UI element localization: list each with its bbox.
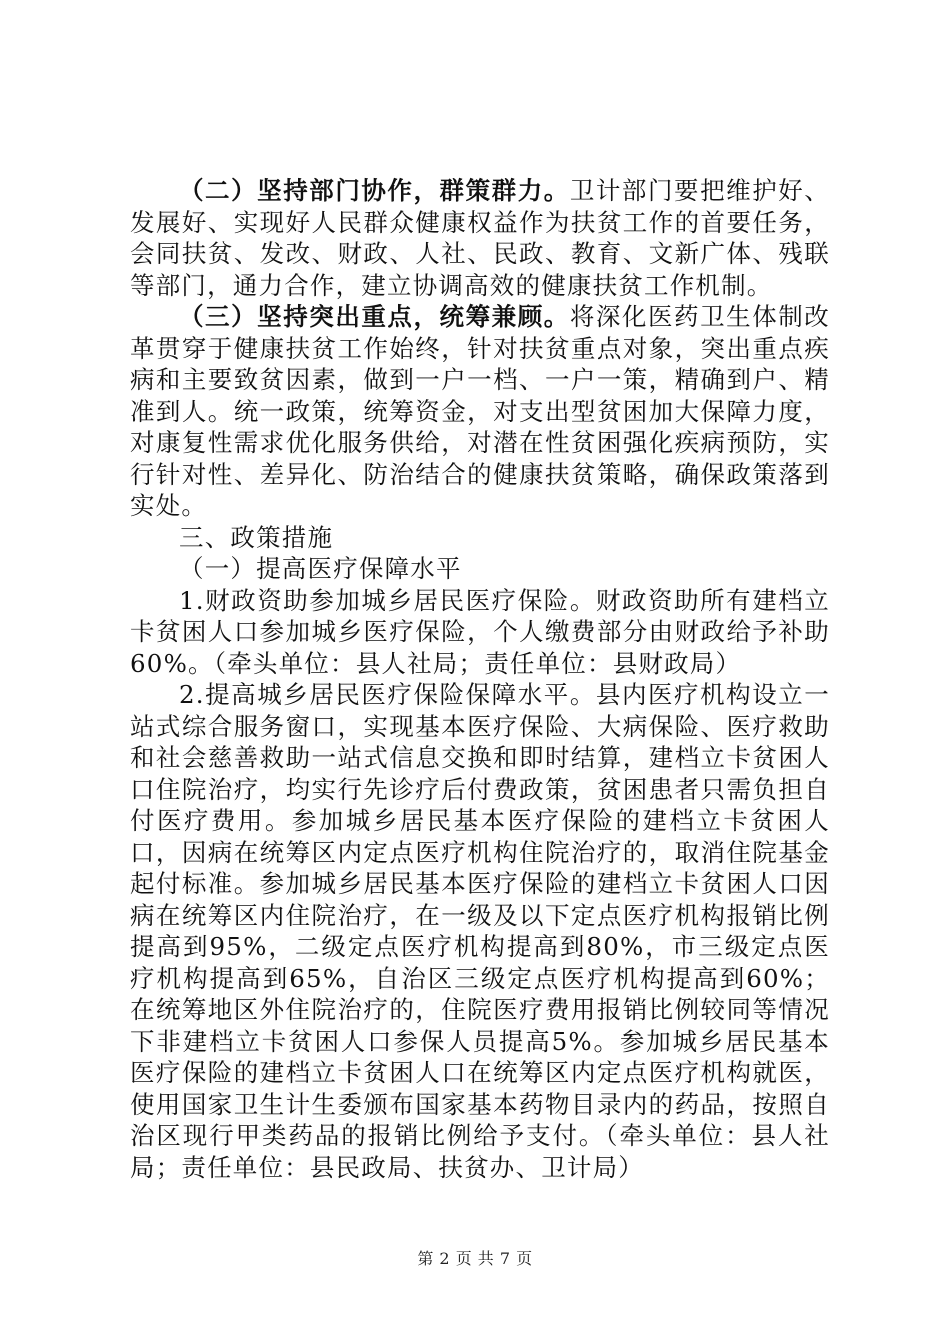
list-item-financial-aid: 1.财政资助参加城乡居民医疗保险。财政资助所有建档立卡贫困人口参加城乡医疗保险，个人缴费部分由财政给予补助60%。（牵头单位：县人社局；责任单位：县财政局） bbox=[130, 585, 830, 678]
section-heading: 三、政策措施 bbox=[179, 522, 334, 552]
subsection-heading: （一）提高医疗保障水平 bbox=[179, 554, 462, 583]
paragraph-text: 将深化医药卫生体制改革贯穿于健康扶贫工作始终，针对扶贫重点对象，突出重点疾病和主要致贫因素，做到一户一档、一户一策，精确到户、精准到人。统一政策，统筹资金，对支出型贫困加大保障力度，对康复性需求优化服务供给，对潜在性贫困强化疾病预防，实行针对性、差异化、防治结合的健康扶贫策略，确保政策落到实处。 bbox=[130, 302, 830, 520]
paragraph-lead: （二）坚持部门协作，群策群力。 bbox=[179, 176, 570, 205]
document-body bbox=[130, 175, 830, 1183]
paragraph-text: 卫计部门要把维护好、发展好、实现好人民群众健康权益作为扶贫工作的首要任务，会同扶贫、发改、财政、人社、民政、教育、文新广体、残联等部门，通力合作，建立协调高效的健康扶贫工作机制。 bbox=[130, 176, 830, 300]
paragraph-department-cooperation bbox=[130, 175, 830, 301]
paragraph-lead: （三）坚持突出重点，统筹兼顾。 bbox=[179, 302, 570, 331]
page-footer: 第 2 页 共 7 页 bbox=[417, 1249, 533, 1268]
list-item-insurance-level: 2.提高城乡居民医疗保险保障水平。县内医疗机构设立一站式综合服务窗口，实现基本医疗保险、大病保险、医疗救助和社会慈善救助一站式信息交换和即时结算，建档立卡贫困人口住院治疗，均实行先诊疗后付费政策，贫困患者只需负担自付医疗费用。参加城乡居民基本医疗保险的建档立卡贫困人口，因病在统筹区内定点医疗机构住院治疗的，取消住院基金起付标准。参加城乡居民基本医疗保险的建档立卡贫困人口因病在统筹区内住院治疗，在一级及以下定点医疗机构报销比例提高到95%，二级定点医疗机构提高到80%，市三级定点医疗机构提高到65%，自治区三级定点医疗机构提高到60%；在统筹地区外住院治疗的，住院医疗费用报销比例较同等情况下非建档立卡贫困人口参保人员提高5%。参加城乡居民基本医疗保险的建档立卡贫困人口在统筹区内定点医疗机构就医，使用国家卫生计生委颁布国家基本药物目录内的药品，按照自治区现行甲类药品的报销比例给予支付。（牵头单位：县人社局；责任单位：县民政局、扶贫办、卫计局） bbox=[130, 680, 830, 1182]
paragraph-key-focus bbox=[130, 301, 830, 522]
